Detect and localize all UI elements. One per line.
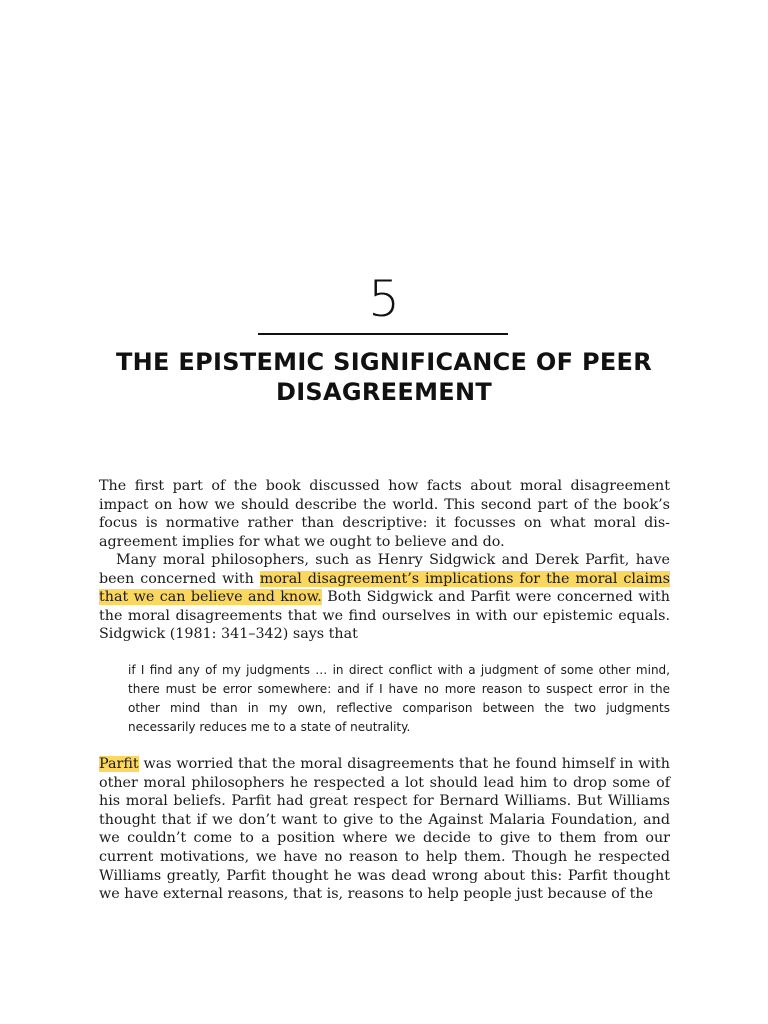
- text-highlight[interactable]: Parfit: [99, 756, 139, 772]
- paragraph-text-segment: was worried that the moral disagreements that he found himself in with other moral philosophers he respected a lot should lead him to drop some of his moral beliefs. Parfit had great respect for Bernard Williams. But Williams thought that if we don’t want to give to the Against Malaria Foundation, and we couldn’t come to a position where we decide to give to them from our current motivations, we have no reason to help them. Though he respected Williams greatly, Parfit thought he was dead wrong about this: Parfit thought we have external reasons, that is, reasons to help people just because of the: [99, 756, 670, 903]
- chapter-number: 5: [368, 270, 400, 328]
- paragraph-text-segment: Many moral philosophers, such as Henry Sidgwick and Derek Parfit, have been concerned with: [99, 552, 670, 587]
- block-quote-sidgwick: if I find any of my judgments … in direct conflict with a judgment of some other mind, there must be error somewhere: and if I have no more reason to suspect error in the other mind than in my own, reflective comparison between the two judgments necessarily reduces me to a state of neutrality.: [128, 663, 670, 734]
- chapter-divider: [258, 333, 508, 335]
- chapter-title: THE EPISTEMIC SIGNIFICANCE OF PEER DISAGREEMENT: [115, 348, 653, 406]
- paragraph-intro: The first part of the book discussed how facts about moral disagreement impact on how we should describe the world. This second part of the book’s focus is normative rather than descriptive: it focusses on what moral dis-agreement implies for what we ought to believe and do.: [99, 478, 670, 550]
- paragraph-text-segment: Both Sidgwick and Parfit were concerned with the moral disagreements that we find ourselves in with our epistemic equals. Sidgwick (1981: 341–342) says that: [99, 589, 670, 643]
- paragraph-sidgwick-parfit: [99, 551, 670, 644]
- text-highlight[interactable]: moral disagreement’s implications for the moral claims that we can believe and know.: [99, 570, 670, 606]
- paragraph-parfit-williams: [99, 755, 670, 904]
